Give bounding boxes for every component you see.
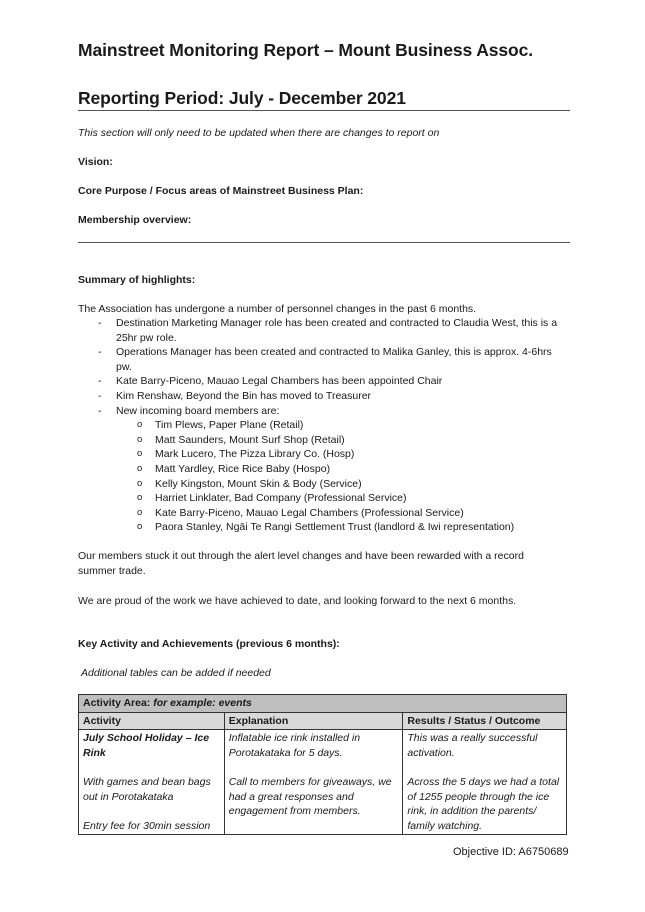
summary-intro: The Association has undergone a number of personnel changes in the past 6 months. bbox=[78, 303, 477, 315]
column-header: Activity bbox=[79, 712, 225, 730]
divider bbox=[78, 242, 570, 243]
list-item: o Matt Yardley, Rice Rice Baby (Hospo) bbox=[116, 462, 570, 477]
list-item: o Kelly Kingston, Mount Skin & Body (Service) bbox=[116, 477, 570, 492]
membership-label: Membership overview: bbox=[78, 214, 192, 226]
intro-note: This section will only need to be updated when there are changes to report on bbox=[78, 127, 440, 139]
activity-table bbox=[78, 694, 567, 835]
activity-area-row bbox=[79, 695, 567, 713]
personnel-changes-list bbox=[78, 316, 570, 535]
activity-area-label: Activity Area: bbox=[83, 697, 154, 709]
explanation-cell bbox=[224, 730, 403, 835]
list-item: - Destination Marketing Manager role has been created and contracted to Claudia West, this is a 25hr pw role. bbox=[78, 316, 570, 345]
summary-paragraph: We are proud of the work we have achieved to date, and looking forward to the next 6 months. bbox=[78, 595, 517, 607]
list-item: o Tim Plews, Paper Plane (Retail) bbox=[116, 418, 570, 433]
activity-line: Entry fee for 30min session bbox=[83, 819, 211, 832]
list-item: o Mark Lucero, The Pizza Library Co. (Hosp) bbox=[116, 447, 570, 462]
column-header: Explanation bbox=[224, 712, 403, 730]
activity-area-cell bbox=[79, 695, 567, 713]
column-header: Results / Status / Outcome bbox=[403, 712, 567, 730]
list-item: o Harriet Linklater, Bad Company (Professional Service) bbox=[116, 491, 570, 506]
list-item bbox=[78, 404, 570, 535]
tables-note: Additional tables can be added if needed bbox=[81, 667, 271, 679]
table-row bbox=[79, 730, 567, 835]
report-title: Mainstreet Monitoring Report – Mount Business Assoc. bbox=[78, 40, 534, 60]
activity-line: With games and bean bags out in Porotakataka bbox=[83, 775, 211, 803]
list-item: o Matt Saunders, Mount Surf Shop (Retail) bbox=[116, 433, 570, 448]
summary-heading: Summary of highlights: bbox=[78, 274, 196, 286]
activity-area-example: for example: events bbox=[153, 697, 252, 709]
list-item: o Kate Barry-Piceno, Mauao Legal Chambers (Professional Service) bbox=[116, 506, 570, 521]
table-header-row bbox=[79, 712, 567, 730]
explanation-line: Call to members for giveaways, we had a great responses and engagement from members. bbox=[228, 775, 392, 818]
results-line: Across the 5 days we had a total of 1255 people through the ice rink, in addition the parents/ family watching. bbox=[407, 775, 560, 832]
board-members-list bbox=[116, 418, 570, 535]
summary-paragraph: Our members stuck it out through the alert level changes and have been rewarded with a record summer trade. bbox=[78, 550, 524, 577]
results-cell bbox=[403, 730, 567, 835]
activities-heading: Key Activity and Achievements (previous 6 months): bbox=[78, 638, 340, 650]
list-item: - Kim Renshaw, Beyond the Bin has moved to Treasurer bbox=[78, 389, 570, 404]
list-item: - Operations Manager has been created and contracted to Malika Ganley, this is approx. 4-6hrs pw. bbox=[78, 345, 556, 374]
activity-cell bbox=[79, 730, 225, 835]
explanation-line: Inflatable ice rink installed in Porotakataka for 5 days. bbox=[228, 732, 361, 759]
list-item: o Paora Stanley, Ngāi Te Rangi Settlement Trust (landlord & Iwi representation) bbox=[116, 520, 570, 535]
vision-label: Vision: bbox=[78, 156, 113, 168]
core-purpose-label: Core Purpose / Focus areas of Mainstreet Business Plan: bbox=[78, 185, 364, 197]
list-item: - Kate Barry-Piceno, Mauao Legal Chambers has been appointed Chair bbox=[78, 374, 570, 389]
activity-title: July School Holiday – Ice Rink bbox=[83, 732, 210, 759]
board-members-intro: New incoming board members are: bbox=[116, 404, 280, 417]
reporting-period: Reporting Period: July - December 2021 bbox=[78, 88, 406, 108]
objective-id: Objective ID: A6750689 bbox=[453, 846, 569, 858]
divider bbox=[78, 110, 570, 111]
results-line: This was a really successful activation. bbox=[407, 732, 538, 759]
